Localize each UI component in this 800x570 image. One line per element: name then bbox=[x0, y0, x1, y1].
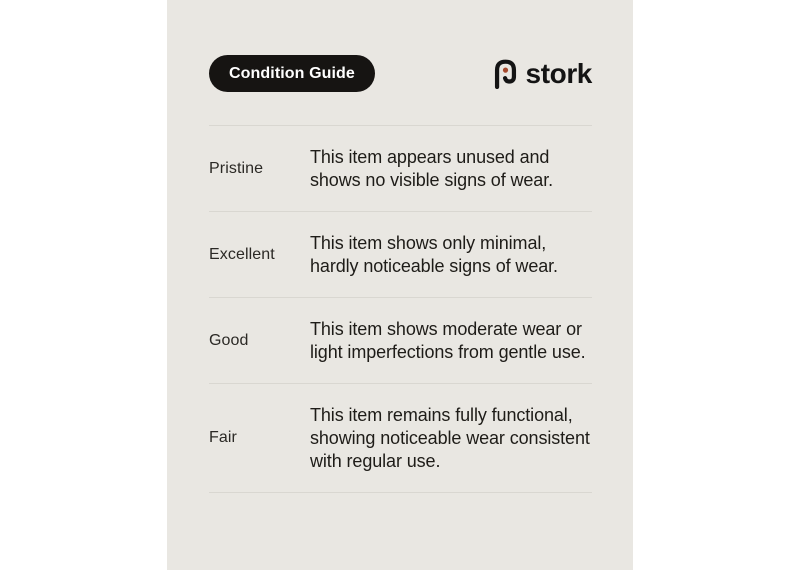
condition-label: Fair bbox=[209, 429, 237, 446]
condition-description: This item remains fully functional, showing noticeable wear consistent with regular use. bbox=[310, 404, 590, 471]
condition-description: This item shows only minimal, hardly noticeable signs of wear. bbox=[310, 232, 558, 276]
card-header bbox=[209, 55, 592, 92]
brand-name: stork bbox=[525, 57, 592, 89]
table-row-excellent bbox=[209, 211, 592, 297]
condition-label: Pristine bbox=[209, 159, 264, 177]
condition-description: This item shows moderate wear or light imperfections from gentle use. bbox=[310, 318, 586, 362]
brand-logo bbox=[492, 58, 592, 89]
condition-table bbox=[209, 125, 592, 493]
condition-guide-badge: Condition Guide bbox=[209, 55, 375, 92]
table-row-good bbox=[209, 297, 592, 383]
stork-logo-icon bbox=[492, 58, 519, 89]
table-row-pristine bbox=[209, 125, 592, 211]
condition-label: Good bbox=[209, 331, 249, 349]
condition-label: Excellent bbox=[209, 245, 275, 263]
condition-description: This item appears unused and shows no visible signs of wear. bbox=[310, 146, 554, 190]
table-row-fair bbox=[209, 383, 592, 493]
condition-guide-card bbox=[167, 0, 633, 570]
